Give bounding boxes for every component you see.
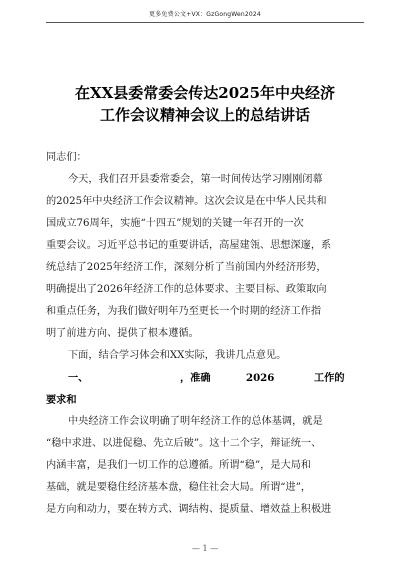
paragraph-line: 国成立76周年，实施“十四五”规划的关键一年召开的一次 [46,218,304,229]
header-note: 更多免费公文+VX：GzGongWen2024 [149,11,261,18]
paragraph-line: 的2025年中央经济工作会议精神。这次会议是在中华人民共和 [46,196,327,207]
paragraph-line: 和重点任务，为我们做好明年乃至更长一个时期的经济工作指 [46,306,322,317]
document-title-line-2: 工作会议精神会议上的总结讲话 [99,106,310,124]
paragraph-line: 明了前进方向、提供了根本遵循。 [46,328,199,339]
section-heading-part: 2026 [246,372,275,384]
document-title-line-1: 在XX县委常委会传达2025年中央经济 [74,84,336,102]
section-heading-part: ，准确 [180,372,211,384]
paragraph-line: 基础，就是要稳住经济基本盘，稳住社会大局。所谓“进”， [46,482,312,493]
paragraph-line: 中央经济工作会议明确了明年经济工作的总体基调，就是 [68,416,323,427]
page-number: — 1 — [191,544,219,553]
paragraph-line: 统总结了2025年经济工作，深刻分析了当前国内外经济形势， [46,262,327,273]
paragraph-line: 明确提出了2026年经济工作的总体要求、主要目标、政策取向 [46,284,327,295]
paragraph-line: 今天，我们召开县委常委会，第一时间传达学习刚刚闭幕 [68,174,323,185]
paragraph-line: 重要会议。习近平总书记的重要讲话，高屋建瓴、思想深邃，系 [46,240,332,251]
section-heading-part: 工作的 [314,372,345,384]
paragraph-line: “稳中求进、以进促稳、先立后破”。这十二个字，辩证统一、 [46,438,322,449]
header-divider [46,22,364,23]
paragraph-line: 下面，结合学习体会和XX实际，我讲几点意见。 [68,350,287,361]
paragraph-line: 内涵丰富，是我们一切工作的总遵循。所谓“稳”，是大局和 [46,460,312,471]
section-heading-part: 一、 [68,372,89,384]
salutation: 同志们： [46,152,87,163]
paragraph-line: 是方向和动力，要在转方式、调结构、提质量、增效益上积极进 [46,504,332,515]
section-heading-part: 要求和 [46,394,77,406]
